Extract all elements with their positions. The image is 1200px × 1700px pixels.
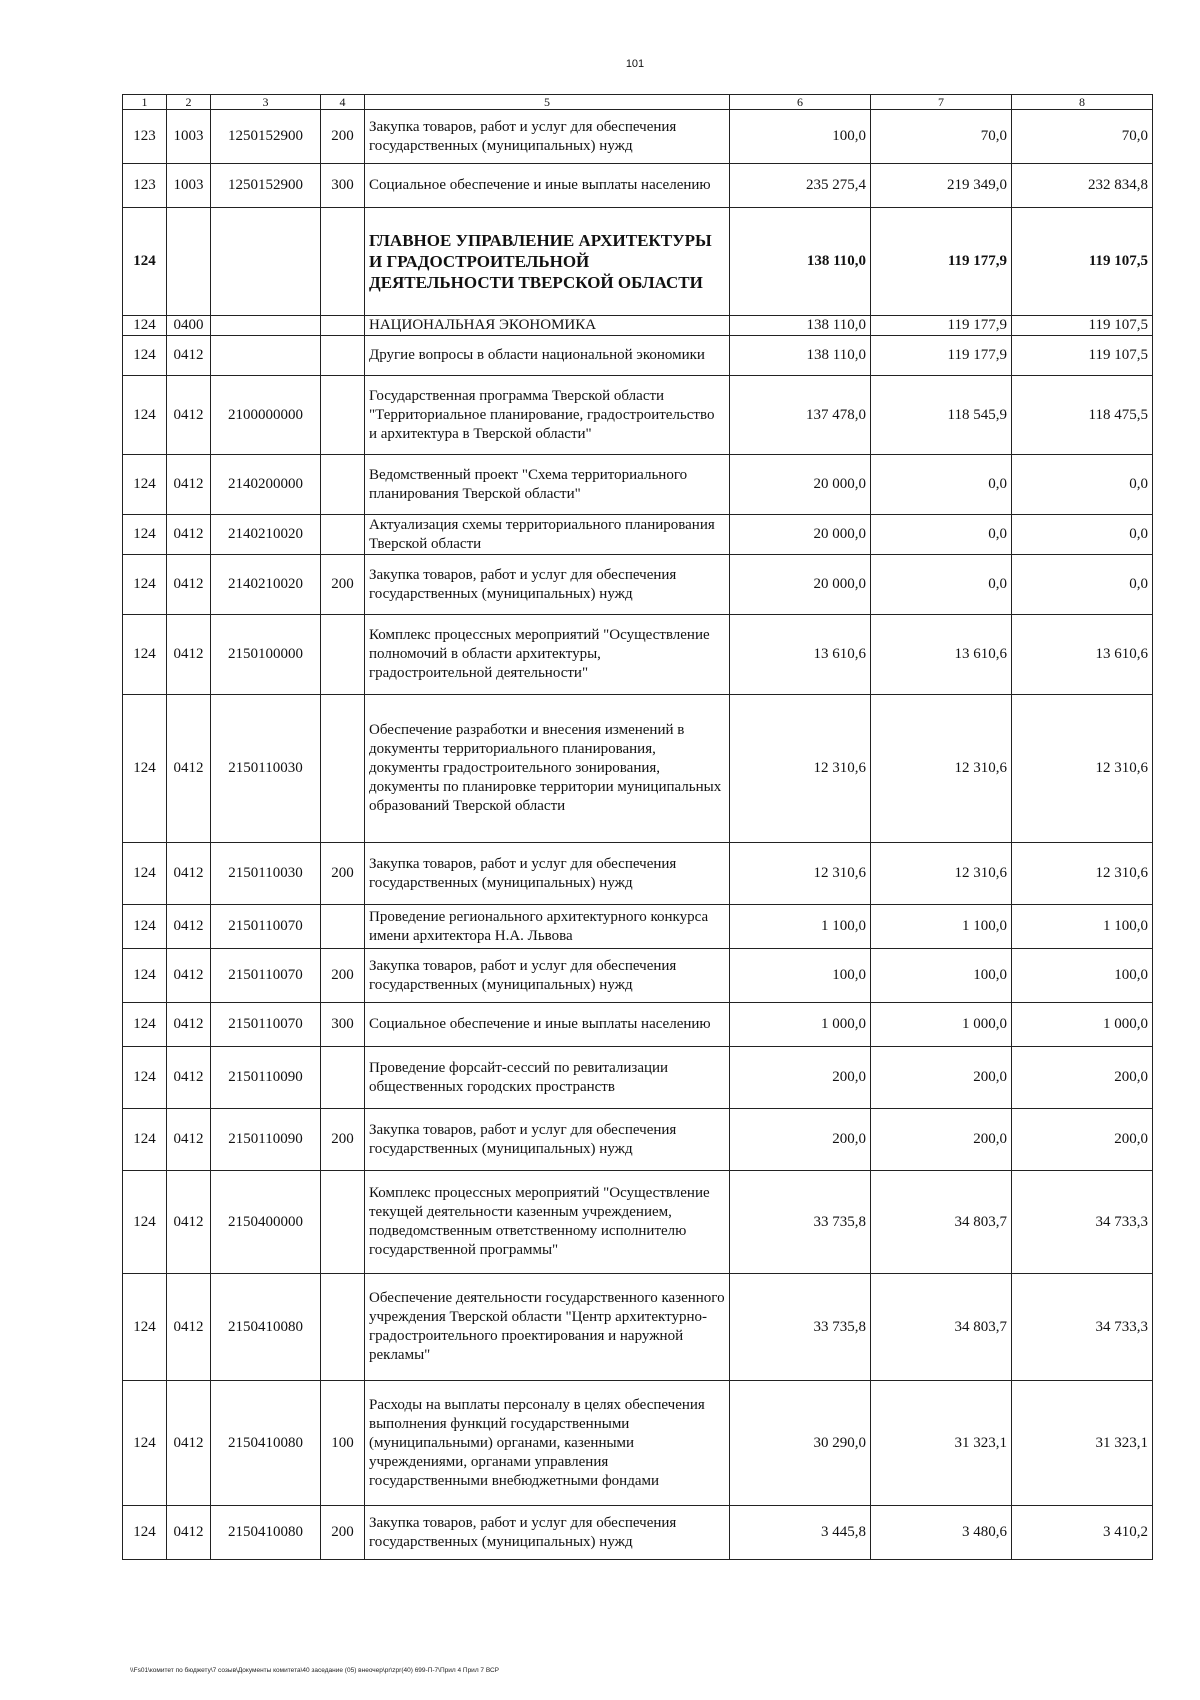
amount-year1-cell: 235 275,4 xyxy=(730,164,871,208)
admin-code-cell: 124 xyxy=(123,555,167,615)
target-article-cell: 2150100000 xyxy=(211,615,321,695)
amount-year3-cell: 100,0 xyxy=(1012,949,1153,1003)
amount-year1-cell: 20 000,0 xyxy=(730,555,871,615)
section-code-cell: 0412 xyxy=(167,695,211,843)
expense-type-cell: 200 xyxy=(321,1506,365,1560)
amount-year3-cell: 70,0 xyxy=(1012,110,1153,164)
section-code-cell: 0400 xyxy=(167,316,211,336)
admin-code-cell: 123 xyxy=(123,164,167,208)
description-cell: ГЛАВНОЕ УПРАВЛЕНИЕ АРХИТЕКТУРЫ И ГРАДОСТРОИТЕЛЬНОЙ ДЕЯТЕЛЬНОСТИ ТВЕРСКОЙ ОБЛАСТИ xyxy=(365,208,730,316)
amount-year2-cell: 34 803,7 xyxy=(871,1171,1012,1274)
page-number: 101 xyxy=(625,58,645,70)
target-article-cell: 2150400000 xyxy=(211,1171,321,1274)
amount-year3-cell: 200,0 xyxy=(1012,1109,1153,1171)
admin-code-cell: 124 xyxy=(123,336,167,376)
description-cell: Обеспечение деятельности государственного казенного учреждения Тверской области "Центр архитектурно-градостроительного проектирования и наружной рекламы" xyxy=(365,1274,730,1381)
target-article-cell: 1250152900 xyxy=(211,110,321,164)
amount-year1-cell: 138 110,0 xyxy=(730,316,871,336)
table-row xyxy=(123,164,1153,208)
amount-year3-cell: 34 733,3 xyxy=(1012,1274,1153,1381)
expense-type-cell: 300 xyxy=(321,1003,365,1047)
admin-code-cell: 124 xyxy=(123,695,167,843)
section-code-cell: 0412 xyxy=(167,1047,211,1109)
table-row xyxy=(123,208,1153,316)
column-header: 3 xyxy=(211,95,321,110)
description-cell: Закупка товаров, работ и услуг для обеспечения государственных (муниципальных) нужд xyxy=(365,949,730,1003)
target-article-cell: 2150110030 xyxy=(211,843,321,905)
section-code-cell: 1003 xyxy=(167,164,211,208)
section-code-cell: 1003 xyxy=(167,110,211,164)
table-row xyxy=(123,1109,1153,1171)
expense-type-cell xyxy=(321,455,365,515)
amount-year1-cell: 33 735,8 xyxy=(730,1274,871,1381)
table-row xyxy=(123,110,1153,164)
amount-year1-cell: 33 735,8 xyxy=(730,1171,871,1274)
amount-year3-cell: 34 733,3 xyxy=(1012,1171,1153,1274)
target-article-cell: 2150110070 xyxy=(211,949,321,1003)
amount-year1-cell: 1 100,0 xyxy=(730,905,871,949)
amount-year1-cell: 138 110,0 xyxy=(730,208,871,316)
description-cell: НАЦИОНАЛЬНАЯ ЭКОНОМИКА xyxy=(365,316,730,336)
amount-year3-cell: 3 410,2 xyxy=(1012,1506,1153,1560)
amount-year1-cell: 100,0 xyxy=(730,110,871,164)
section-code-cell: 0412 xyxy=(167,455,211,515)
budget-table xyxy=(122,94,1153,1560)
expense-type-cell: 300 xyxy=(321,164,365,208)
section-code-cell: 0412 xyxy=(167,1274,211,1381)
expense-type-cell: 200 xyxy=(321,110,365,164)
section-code-cell: 0412 xyxy=(167,376,211,455)
amount-year2-cell: 0,0 xyxy=(871,515,1012,555)
amount-year3-cell: 119 107,5 xyxy=(1012,336,1153,376)
amount-year2-cell: 1 000,0 xyxy=(871,1003,1012,1047)
target-article-cell: 2150110030 xyxy=(211,695,321,843)
table-row xyxy=(123,695,1153,843)
admin-code-cell: 123 xyxy=(123,110,167,164)
amount-year2-cell: 12 310,6 xyxy=(871,843,1012,905)
amount-year3-cell: 118 475,5 xyxy=(1012,376,1153,455)
target-article-cell xyxy=(211,208,321,316)
admin-code-cell: 124 xyxy=(123,208,167,316)
amount-year2-cell: 118 545,9 xyxy=(871,376,1012,455)
column-header: 2 xyxy=(167,95,211,110)
section-code-cell: 0412 xyxy=(167,615,211,695)
amount-year1-cell: 30 290,0 xyxy=(730,1381,871,1506)
description-cell: Комплекс процессных мероприятий "Осуществление текущей деятельности казенным учреждением, подведомственным ответственному исполнителю государственной программы" xyxy=(365,1171,730,1274)
amount-year1-cell: 137 478,0 xyxy=(730,376,871,455)
amount-year1-cell: 13 610,6 xyxy=(730,615,871,695)
target-article-cell: 2150410080 xyxy=(211,1274,321,1381)
amount-year1-cell: 20 000,0 xyxy=(730,455,871,515)
section-code-cell: 0412 xyxy=(167,905,211,949)
admin-code-cell: 124 xyxy=(123,1109,167,1171)
expense-type-cell xyxy=(321,376,365,455)
admin-code-cell: 124 xyxy=(123,905,167,949)
section-code-cell: 0412 xyxy=(167,1381,211,1506)
table-row xyxy=(123,1047,1153,1109)
table-row xyxy=(123,905,1153,949)
amount-year1-cell: 3 445,8 xyxy=(730,1506,871,1560)
column-header: 8 xyxy=(1012,95,1153,110)
amount-year2-cell: 1 100,0 xyxy=(871,905,1012,949)
target-article-cell: 2150410080 xyxy=(211,1506,321,1560)
amount-year3-cell: 31 323,1 xyxy=(1012,1381,1153,1506)
section-code-cell: 0412 xyxy=(167,336,211,376)
admin-code-cell: 124 xyxy=(123,949,167,1003)
expense-type-cell xyxy=(321,1047,365,1109)
table-row xyxy=(123,455,1153,515)
amount-year2-cell: 0,0 xyxy=(871,455,1012,515)
amount-year2-cell: 31 323,1 xyxy=(871,1381,1012,1506)
admin-code-cell: 124 xyxy=(123,1047,167,1109)
admin-code-cell: 124 xyxy=(123,615,167,695)
description-cell: Другие вопросы в области национальной экономики xyxy=(365,336,730,376)
table-row xyxy=(123,1381,1153,1506)
column-header: 7 xyxy=(871,95,1012,110)
section-code-cell: 0412 xyxy=(167,1171,211,1274)
amount-year2-cell: 119 177,9 xyxy=(871,316,1012,336)
amount-year1-cell: 1 000,0 xyxy=(730,1003,871,1047)
admin-code-cell: 124 xyxy=(123,515,167,555)
description-cell: Расходы на выплаты персоналу в целях обеспечения выполнения функций государственными (муниципальными) органами, казенными учреждениями, органами управления государственными внебюджетными фондами xyxy=(365,1381,730,1506)
target-article-cell: 2140210020 xyxy=(211,515,321,555)
amount-year3-cell: 0,0 xyxy=(1012,515,1153,555)
amount-year3-cell: 0,0 xyxy=(1012,555,1153,615)
table-row xyxy=(123,515,1153,555)
section-code-cell: 0412 xyxy=(167,843,211,905)
amount-year1-cell: 100,0 xyxy=(730,949,871,1003)
section-code-cell: 0412 xyxy=(167,1506,211,1560)
expense-type-cell xyxy=(321,1274,365,1381)
admin-code-cell: 124 xyxy=(123,1506,167,1560)
amount-year1-cell: 200,0 xyxy=(730,1047,871,1109)
table-row xyxy=(123,1003,1153,1047)
target-article-cell: 2150110090 xyxy=(211,1047,321,1109)
expense-type-cell: 100 xyxy=(321,1381,365,1506)
description-cell: Актуализация схемы территориального планирования Тверской области xyxy=(365,515,730,555)
table-row xyxy=(123,336,1153,376)
expense-type-cell xyxy=(321,905,365,949)
amount-year3-cell: 12 310,6 xyxy=(1012,843,1153,905)
amount-year3-cell: 200,0 xyxy=(1012,1047,1153,1109)
expense-type-cell xyxy=(321,1171,365,1274)
amount-year1-cell: 200,0 xyxy=(730,1109,871,1171)
amount-year3-cell: 13 610,6 xyxy=(1012,615,1153,695)
admin-code-cell: 124 xyxy=(123,1274,167,1381)
expense-type-cell: 200 xyxy=(321,1109,365,1171)
table-row xyxy=(123,843,1153,905)
amount-year3-cell: 119 107,5 xyxy=(1012,316,1153,336)
target-article-cell: 2150410080 xyxy=(211,1381,321,1506)
column-header: 1 xyxy=(123,95,167,110)
description-cell: Социальное обеспечение и иные выплаты населению xyxy=(365,1003,730,1047)
amount-year1-cell: 20 000,0 xyxy=(730,515,871,555)
description-cell: Государственная программа Тверской области "Территориальное планирование, градостроительство и архитектура в Тверской области" xyxy=(365,376,730,455)
description-cell: Обеспечение разработки и внесения изменений в документы территориального планирования, документы градостроительного зонирования, документы по планировке территории муниципальных образований Тверской области xyxy=(365,695,730,843)
expense-type-cell xyxy=(321,336,365,376)
amount-year3-cell: 0,0 xyxy=(1012,455,1153,515)
amount-year2-cell: 200,0 xyxy=(871,1109,1012,1171)
amount-year3-cell: 1 000,0 xyxy=(1012,1003,1153,1047)
column-header: 6 xyxy=(730,95,871,110)
target-article-cell: 2150110070 xyxy=(211,905,321,949)
section-code-cell: 0412 xyxy=(167,555,211,615)
description-cell: Закупка товаров, работ и услуг для обеспечения государственных (муниципальных) нужд xyxy=(365,843,730,905)
target-article-cell: 2150110090 xyxy=(211,1109,321,1171)
description-cell: Закупка товаров, работ и услуг для обеспечения государственных (муниципальных) нужд xyxy=(365,1506,730,1560)
target-article-cell: 1250152900 xyxy=(211,164,321,208)
amount-year2-cell: 3 480,6 xyxy=(871,1506,1012,1560)
amount-year2-cell: 70,0 xyxy=(871,110,1012,164)
description-cell: Закупка товаров, работ и услуг для обеспечения государственных (муниципальных) нужд xyxy=(365,110,730,164)
amount-year2-cell: 34 803,7 xyxy=(871,1274,1012,1381)
section-code-cell xyxy=(167,208,211,316)
amount-year2-cell: 0,0 xyxy=(871,555,1012,615)
amount-year1-cell: 12 310,6 xyxy=(730,695,871,843)
section-code-cell: 0412 xyxy=(167,1109,211,1171)
description-cell: Социальное обеспечение и иные выплаты населению xyxy=(365,164,730,208)
table-row xyxy=(123,1171,1153,1274)
column-number-row xyxy=(123,95,1153,110)
column-header: 4 xyxy=(321,95,365,110)
target-article-cell: 2100000000 xyxy=(211,376,321,455)
amount-year2-cell: 219 349,0 xyxy=(871,164,1012,208)
admin-code-cell: 124 xyxy=(123,376,167,455)
section-code-cell: 0412 xyxy=(167,1003,211,1047)
description-cell: Проведение форсайт-сессий по ревитализации общественных городских пространств xyxy=(365,1047,730,1109)
admin-code-cell: 124 xyxy=(123,1381,167,1506)
table-row xyxy=(123,555,1153,615)
amount-year2-cell: 13 610,6 xyxy=(871,615,1012,695)
amount-year2-cell: 100,0 xyxy=(871,949,1012,1003)
table-row xyxy=(123,1274,1153,1381)
section-code-cell: 0412 xyxy=(167,949,211,1003)
table-row xyxy=(123,1506,1153,1560)
admin-code-cell: 124 xyxy=(123,316,167,336)
expense-type-cell: 200 xyxy=(321,843,365,905)
table-row xyxy=(123,949,1153,1003)
target-article-cell: 2150110070 xyxy=(211,1003,321,1047)
target-article-cell xyxy=(211,336,321,376)
expense-type-cell xyxy=(321,208,365,316)
expense-type-cell xyxy=(321,615,365,695)
column-header: 5 xyxy=(365,95,730,110)
section-code-cell: 0412 xyxy=(167,515,211,555)
amount-year2-cell: 119 177,9 xyxy=(871,336,1012,376)
description-cell: Закупка товаров, работ и услуг для обеспечения государственных (муниципальных) нужд xyxy=(365,555,730,615)
amount-year3-cell: 1 100,0 xyxy=(1012,905,1153,949)
amount-year3-cell: 119 107,5 xyxy=(1012,208,1153,316)
amount-year2-cell: 119 177,9 xyxy=(871,208,1012,316)
table-row xyxy=(123,316,1153,336)
description-cell: Ведомственный проект "Схема территориального планирования Тверской области" xyxy=(365,455,730,515)
file-path-footer: \\Fs01\комитет по бюджету\7 созыв\Документы комитета\40 заседание (05) внеочер\pr\zpr(40) 699-П-7\Прил 4 Прил 7 ВСР xyxy=(130,1667,499,1674)
table-row xyxy=(123,615,1153,695)
expense-type-cell xyxy=(321,316,365,336)
admin-code-cell: 124 xyxy=(123,843,167,905)
target-article-cell: 2140200000 xyxy=(211,455,321,515)
admin-code-cell: 124 xyxy=(123,1171,167,1274)
target-article-cell: 2140210020 xyxy=(211,555,321,615)
amount-year2-cell: 200,0 xyxy=(871,1047,1012,1109)
expense-type-cell xyxy=(321,695,365,843)
admin-code-cell: 124 xyxy=(123,455,167,515)
table-row xyxy=(123,376,1153,455)
admin-code-cell: 124 xyxy=(123,1003,167,1047)
amount-year2-cell: 12 310,6 xyxy=(871,695,1012,843)
amount-year3-cell: 232 834,8 xyxy=(1012,164,1153,208)
amount-year1-cell: 138 110,0 xyxy=(730,336,871,376)
expense-type-cell xyxy=(321,515,365,555)
description-cell: Закупка товаров, работ и услуг для обеспечения государственных (муниципальных) нужд xyxy=(365,1109,730,1171)
amount-year3-cell: 12 310,6 xyxy=(1012,695,1153,843)
amount-year1-cell: 12 310,6 xyxy=(730,843,871,905)
expense-type-cell: 200 xyxy=(321,555,365,615)
target-article-cell xyxy=(211,316,321,336)
description-cell: Комплекс процессных мероприятий "Осуществление полномочий в области архитектуры, градостроительной деятельности" xyxy=(365,615,730,695)
description-cell: Проведение регионального архитектурного конкурса имени архитектора Н.А. Львова xyxy=(365,905,730,949)
expense-type-cell: 200 xyxy=(321,949,365,1003)
